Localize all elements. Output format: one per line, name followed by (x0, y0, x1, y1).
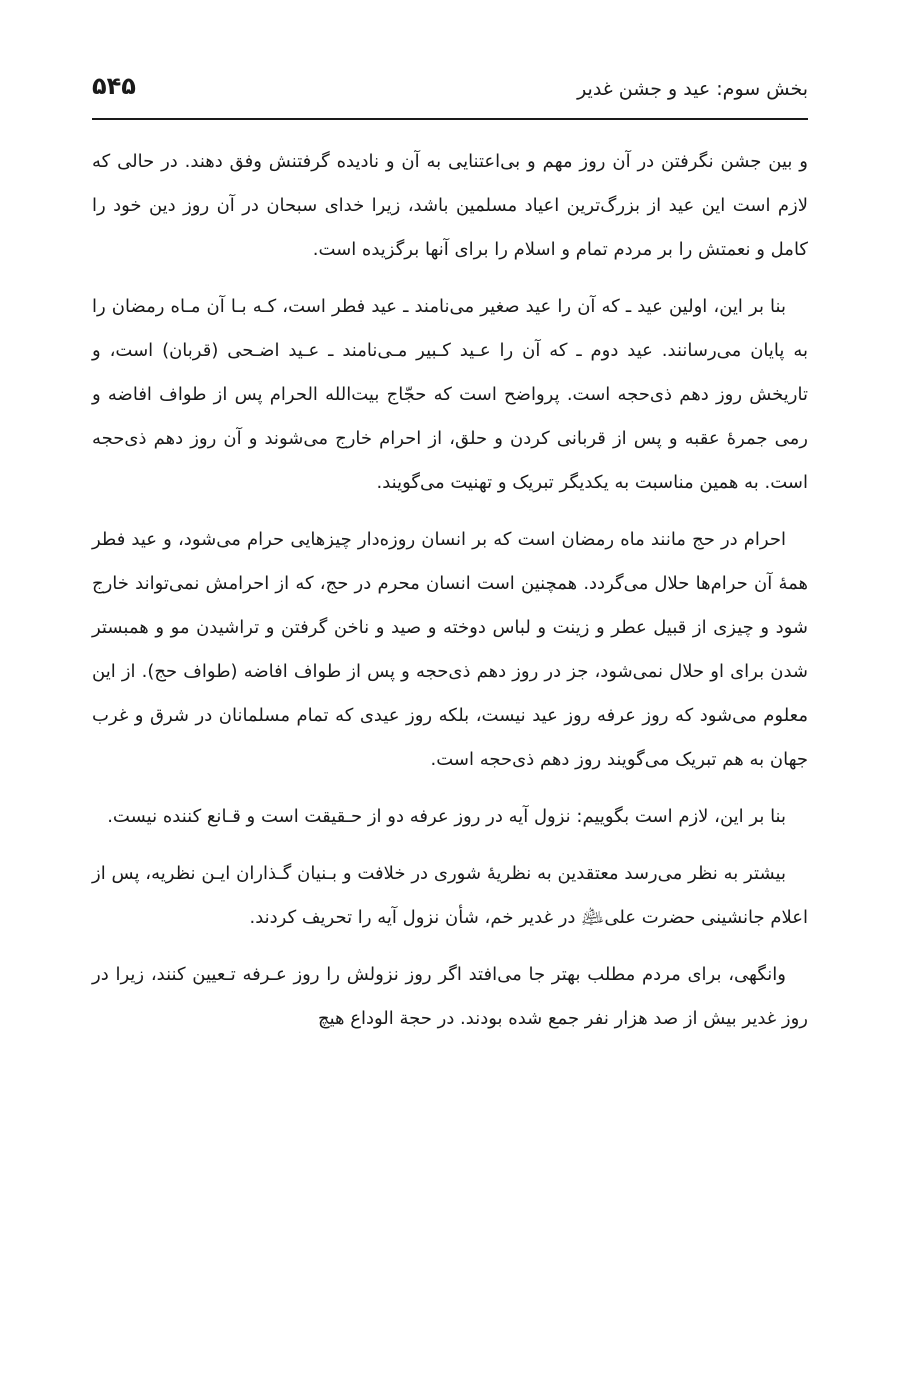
running-title: بخش سوم: عید و جشن غدیر (577, 78, 808, 100)
book-page (92, 0, 808, 1390)
header-divider (92, 118, 808, 120)
paragraph: بنا بر این، اولین عید ـ که آن را عید صغیر می‌نامند ـ عید فطر است، کـه بـا آن مـاه رمضان را به پایان می‌رسانند. عید دوم ـ که آن را عـید کـبیر مـی‌نامند ـ عـید اضـحی (قربان) است، و تاریخش روز دهم ذی‌حجه است. پرواضح است که حجّاج بیت‌الله الحرام پس از طواف افاضه و رمی جمرهٔ عقبه و پس از قربانی کردن و حلق، از احرام خارج می‌شوند و آن روز دهم ذی‌حجه است. به همین مناسبت به یکدیگر تبریک و تهنیت می‌گویند. (92, 296, 808, 493)
page-number: ۵۴۵ (92, 72, 136, 100)
paragraph: وانگهی، برای مردم مطلب بهتر جا می‌افتد اگر روز نزولش را روز عـرفه تـعیین کنند، زیرا در روز غدیر بیش از صد هزار نفر جمع شده بودند. در حجة الوداع هیچ (92, 964, 808, 1029)
page-header (92, 72, 808, 112)
paragraph: بیشتر به نظر می‌رسد معتقدین به نظریهٔ شوری در خلافت و بـنیان گـذاران ایـن نظریه، پس از اعلام جانشینی حضرت علی‌﵇ در غدیر خم، شأن نزول آیه را تحریف کردند. (92, 863, 808, 928)
paragraph: و بین جشن نگرفتن در آن روز مهم و بی‌اعتنایی به آن و نادیده گرفتنش وفق دهند. در حالی که لازم است این عید از بزرگ‌ترین اعیاد مسلمین باشد، زیرا خدای سبحان در آن روز دین خود را کامل و نعمتش را بر مردم تمام و اسلام را برای آنها برگزیده است. (92, 151, 808, 260)
paragraph: بنا بر این، لازم است بگوییم: نزول آیه در روز عرفه دو از حـقیقت است و قـانع کننده نیست. (107, 806, 786, 827)
page-body (92, 140, 808, 1054)
paragraph: احرام در حج مانند ماه رمضان است که بر انسان روزه‌دار چیزهایی حرام می‌شود، و عید فطر همهٔ آن حرام‌ها حلال می‌گردد. همچنین است انسان محرم در حج، که از احرامش نمی‌تواند خارج شود و چیزی از قبیل عطر و زینت و لباس دوخته و صید و ناخن گرفتن و تراشیدن مو و همبستر شدن برای او حلال نمی‌شود، جز در روز دهم ذی‌حجه و پس از طواف افاضه (طواف حج). از این معلوم می‌شود که روز عرفه روز عید نیست، بلکه روز عیدی که تمام مسلمانان در شرق و غرب جهان به هم تبریک می‌گویند روز دهم ذی‌حجه است. (92, 529, 808, 770)
